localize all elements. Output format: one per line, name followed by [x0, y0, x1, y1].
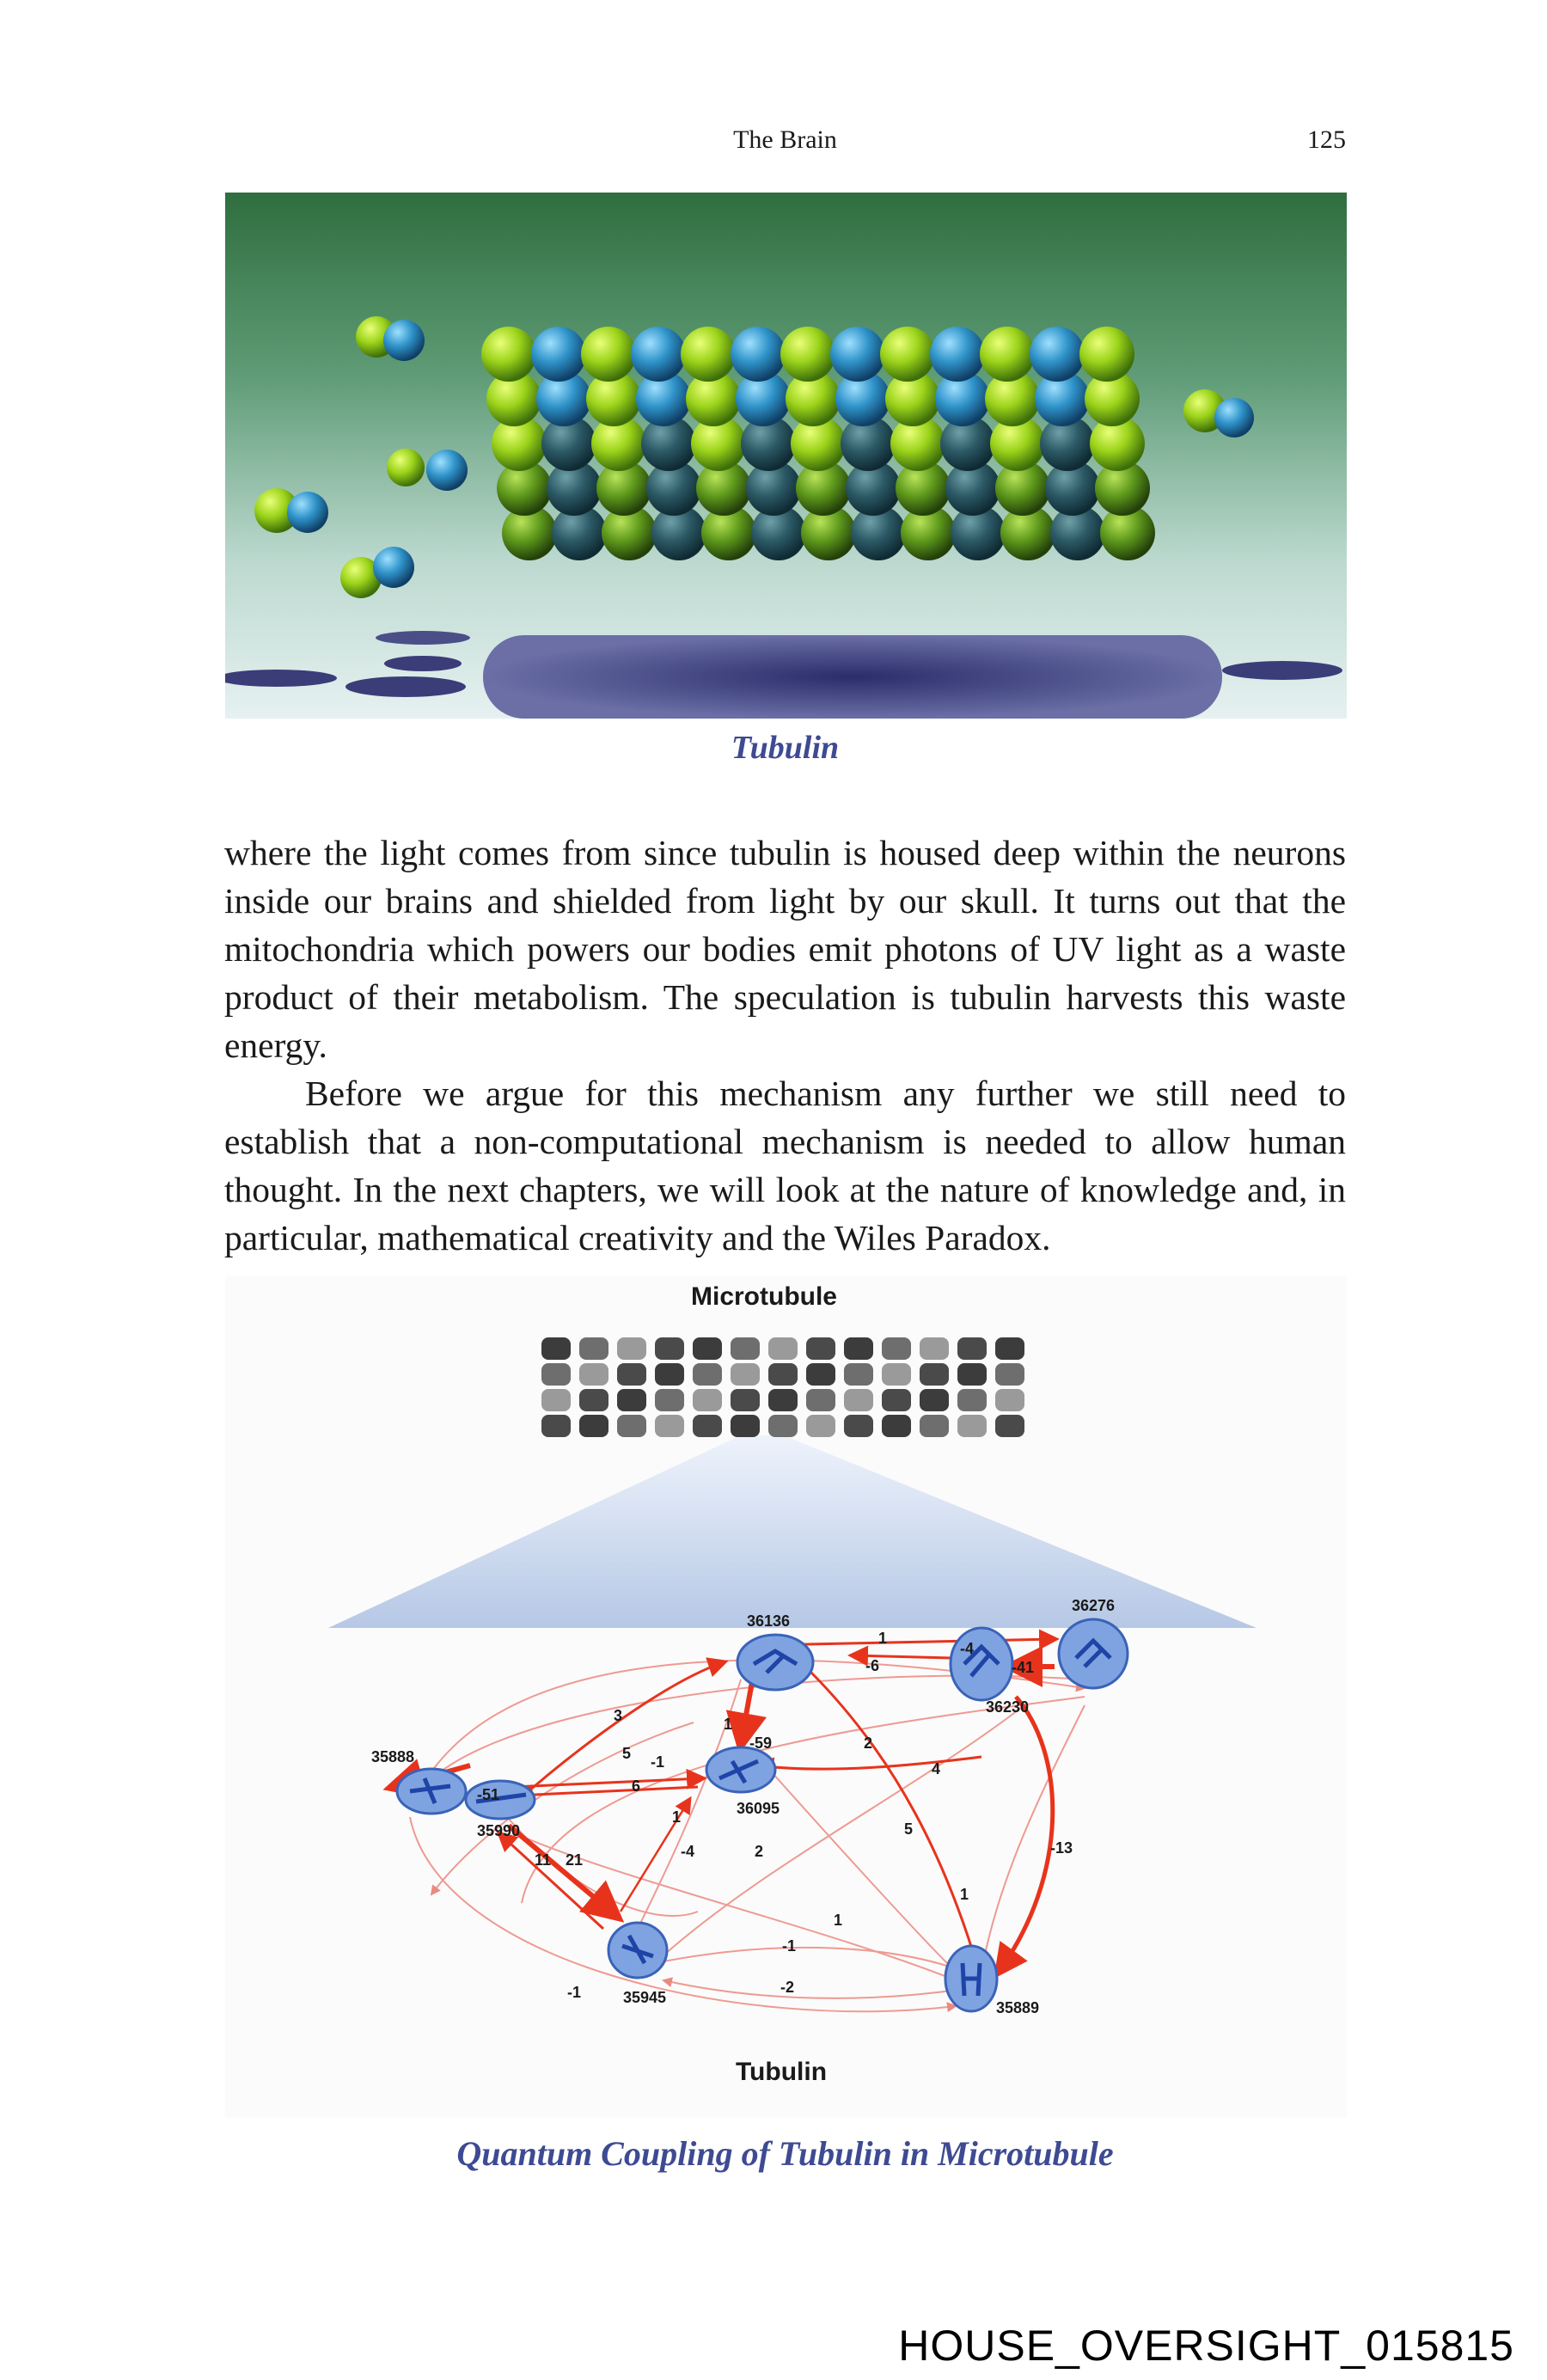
paragraph-1: where the light comes from since tubulin is housed deep within the neurons inside our brains and shielded from light by our skull. It turns out that the mitochondria which powers our bodies emit photons of UV light as a waste product of their metabolism. The speculation is tubulin harvests this waste energy. — [224, 833, 1346, 1065]
edge-label: 5 — [622, 1745, 632, 1762]
edge-label: 21 — [566, 1851, 584, 1869]
edge-label: -13 — [1050, 1839, 1073, 1857]
edge-label: 1 — [834, 1912, 843, 1929]
page-number: 125 — [1307, 125, 1346, 154]
node-label-35889: 35889 — [995, 1999, 1040, 2016]
edge-label: 1 — [672, 1808, 682, 1826]
edge-label: 11 — [535, 1851, 552, 1869]
node-label-36276: 36276 — [1071, 1597, 1116, 1614]
edge-label: 5 — [904, 1820, 914, 1838]
edge-label: -1 — [651, 1753, 665, 1771]
edge-label: 1 — [878, 1630, 888, 1647]
edge-label: -1 — [567, 1984, 582, 2001]
edge-label: -4 — [960, 1640, 975, 1657]
tubulin-illustration — [225, 193, 1347, 719]
edge-label: -59 — [749, 1735, 773, 1752]
bates-number: HOUSE_OVERSIGHT_015815 — [898, 2322, 1514, 2370]
figure-caption-tubulin: Tubulin — [731, 730, 840, 766]
node-label-35945: 35945 — [622, 1989, 667, 2006]
node-label-35888: 35888 — [370, 1748, 415, 1765]
running-head — [224, 120, 1346, 163]
edge-label: -51 — [477, 1786, 500, 1803]
microtubule-coupling-diagram — [225, 1276, 1347, 2118]
edge-label: 4 — [932, 1760, 941, 1777]
paragraph-2: Before we argue for this mechanism any further we still need to establish that a non-computational mechanism is needed to allow human thought. In the next chapters, we will look at the nature of knowledge and, in particular, mathematical creativity and the Wiles Paradox. — [224, 1074, 1346, 1257]
edge-label: 6 — [632, 1777, 641, 1795]
edge-label: -41 — [1012, 1659, 1035, 1676]
edge-label: -6 — [865, 1657, 880, 1674]
edge-label: 1 — [724, 1716, 733, 1733]
microtubule-label: Microtubule — [691, 1282, 837, 1311]
edge-label: 3 — [614, 1707, 623, 1724]
node-label-36230: 36230 — [985, 1698, 1030, 1716]
figure-caption-microtubule: Quantum Coupling of Tubulin in Microtubule — [456, 2134, 1114, 2173]
edge-label: 1 — [960, 1886, 969, 1903]
edge-label: -1 — [782, 1937, 797, 1955]
running-title: The Brain — [733, 125, 837, 154]
edge-label: -2 — [780, 1979, 795, 1996]
node-label-36136: 36136 — [746, 1612, 791, 1630]
node-label-35990: 35990 — [476, 1822, 521, 1839]
edge-label: 2 — [755, 1843, 764, 1860]
body-text — [224, 829, 1346, 1262]
edge-label: 2 — [864, 1735, 873, 1752]
node-label-36095: 36095 — [736, 1800, 780, 1817]
tubulin-label: Tubulin — [735, 2058, 828, 2086]
edge-label: -4 — [681, 1843, 695, 1860]
